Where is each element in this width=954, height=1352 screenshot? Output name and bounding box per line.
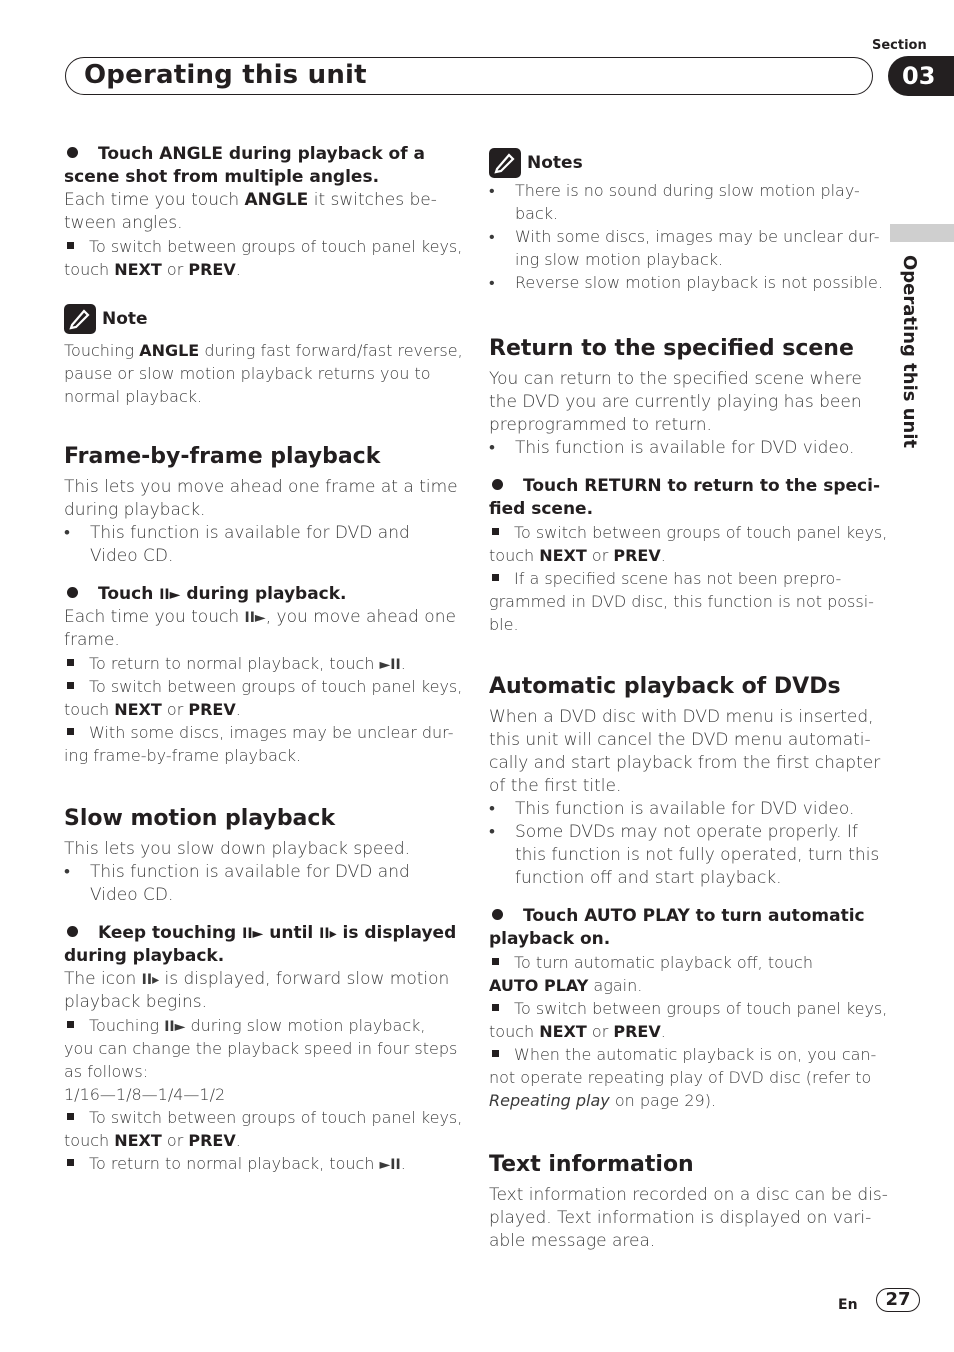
tip-line: When the automatic playback is on, you can- bbox=[489, 1043, 881, 1066]
paragraph-line: tween angles. bbox=[64, 213, 183, 233]
return-section bbox=[489, 335, 888, 636]
paragraph-line: played. Text information is displayed on vari- bbox=[489, 1208, 872, 1228]
tip-line: To switch between groups of touch panel keys, bbox=[64, 675, 456, 698]
tip-line: To switch between groups of touch panel keys, bbox=[489, 997, 881, 1020]
bullet-dot-icon bbox=[67, 926, 78, 937]
pencil-note-icon bbox=[64, 304, 96, 334]
tip-line: If a specified scene has not been prepro- bbox=[489, 567, 881, 590]
frame-instruction: Touch II► during playback. bbox=[64, 583, 456, 606]
list-item: ing slow motion playback. bbox=[515, 250, 724, 269]
instruction-text: playback on. bbox=[489, 929, 611, 949]
instruction-text: Touch ANGLE during playback of a bbox=[98, 144, 426, 164]
frame-advance-icon: II► bbox=[242, 926, 264, 942]
paragraph-line: You can return to the specified scene where bbox=[489, 369, 862, 389]
paragraph-line: Text information recorded on a disc can be dis- bbox=[489, 1185, 888, 1205]
page-number: 27 bbox=[876, 1288, 920, 1312]
note-line: Touching ANGLE during fast forward/fast reverse, bbox=[64, 341, 463, 360]
list-item: • Some DVDs may not operate properly. If bbox=[489, 822, 858, 842]
tip-line: touch NEXT or PREV. bbox=[64, 260, 241, 279]
tip-line: To switch between groups of touch panel keys, bbox=[489, 521, 881, 544]
list-item: Video CD. bbox=[90, 885, 174, 905]
bullet-dot-icon bbox=[492, 909, 503, 920]
paragraph-line: during playback. bbox=[64, 500, 206, 520]
list-item: • This function is available for DVD and bbox=[64, 862, 410, 882]
square-bullet-icon bbox=[492, 958, 499, 965]
note-box bbox=[64, 303, 463, 408]
square-bullet-icon bbox=[67, 728, 74, 735]
tip-line: touch NEXT or PREV. bbox=[64, 700, 241, 719]
list-item: • Reverse slow motion playback is not possible. bbox=[489, 273, 883, 292]
bullet-dot-icon bbox=[492, 479, 503, 490]
square-bullet-icon bbox=[492, 574, 499, 581]
play-pause-icon: ►II bbox=[379, 657, 401, 673]
tip-line: grammed in DVD disc, this function is not possi- bbox=[489, 592, 874, 611]
notes-box bbox=[489, 147, 881, 294]
section-number-badge: 03 bbox=[888, 56, 954, 96]
side-section-label: Operating this unit bbox=[899, 255, 920, 449]
tip-line: AUTO PLAY again. bbox=[489, 976, 643, 995]
list-item: function off and start playback. bbox=[515, 868, 782, 888]
paragraph-line: of the first title. bbox=[489, 776, 622, 796]
paragraph-line: playback begins. bbox=[64, 992, 208, 1012]
square-bullet-icon bbox=[492, 528, 499, 535]
instruction-text: fied scene. bbox=[489, 499, 594, 519]
angle-section bbox=[64, 143, 463, 281]
tip-line: Repeating play on page 29). bbox=[489, 1091, 717, 1110]
paragraph-line: able message area. bbox=[489, 1231, 656, 1251]
paragraph-line: preprogrammed to return. bbox=[489, 415, 712, 435]
paragraph-line: This lets you slow down playback speed. bbox=[64, 839, 411, 859]
language-label: En bbox=[838, 1297, 858, 1313]
tip-line: touch NEXT or PREV. bbox=[64, 1131, 241, 1150]
tip-line: To return to normal playback, touch ►II. bbox=[64, 1152, 456, 1175]
side-tab-marker bbox=[890, 224, 954, 242]
list-item: • With some discs, images may be unclear dur- bbox=[489, 227, 880, 246]
tip-line: not operate repeating play of DVD disc (refer to bbox=[489, 1068, 872, 1087]
frame-advance-icon: II► bbox=[159, 587, 181, 603]
slow-forward-icon: II▸ bbox=[141, 972, 160, 988]
instruction-text: during playback. bbox=[64, 946, 225, 966]
square-bullet-icon bbox=[492, 1050, 499, 1057]
list-item: • This function is available for DVD video. bbox=[489, 799, 855, 819]
note-header bbox=[64, 303, 456, 335]
frame-advance-icon: II► bbox=[164, 1019, 186, 1035]
cross-reference-link[interactable]: Repeating play bbox=[489, 1091, 610, 1110]
tip-line: as follows: bbox=[64, 1062, 149, 1081]
frame-advance-icon: II► bbox=[244, 610, 266, 626]
paragraph-line: this unit will cancel the DVD menu automati- bbox=[489, 730, 871, 750]
list-item: back. bbox=[515, 204, 559, 223]
list-item: • There is no sound during slow motion play- bbox=[489, 181, 860, 200]
section-heading: Frame-by-frame playback bbox=[64, 444, 381, 469]
section-heading: Slow motion playback bbox=[64, 806, 336, 831]
auto-play-instruction: Touch AUTO PLAY to turn automatic bbox=[489, 905, 881, 928]
tip-line: With some discs, images may be unclear dur- bbox=[64, 721, 456, 744]
auto-playback-section bbox=[489, 673, 888, 1112]
paragraph-line: Each time you touch II►, you move ahead one bbox=[64, 607, 456, 627]
pencil-note-icon bbox=[489, 148, 521, 178]
list-item: Video CD. bbox=[90, 546, 174, 566]
list-item: • This function is available for DVD and bbox=[64, 523, 410, 543]
slow-motion-section bbox=[64, 805, 463, 1175]
paragraph-line: Each time you touch ANGLE it switches be- bbox=[64, 190, 437, 210]
instruction-text: scene shot from multiple angles. bbox=[64, 167, 380, 187]
paragraph-line: This lets you move ahead one frame at a time bbox=[64, 477, 458, 497]
tip-line: Touching II► during slow motion playback, bbox=[64, 1014, 456, 1037]
slow-forward-icon: II▸ bbox=[319, 926, 337, 942]
paragraph-line: When a DVD disc with DVD menu is inserted, bbox=[489, 707, 874, 727]
note-title: Note bbox=[102, 309, 148, 329]
tip-line: touch NEXT or PREV. bbox=[489, 546, 666, 565]
page-title: Operating this unit bbox=[84, 60, 367, 90]
list-item: • This function is available for DVD video. bbox=[489, 438, 855, 458]
square-bullet-icon bbox=[67, 242, 74, 249]
section-heading: Automatic playback of DVDs bbox=[489, 674, 841, 699]
section-label: Section bbox=[872, 38, 927, 53]
tip-line: ble. bbox=[489, 615, 519, 634]
text-information-section bbox=[489, 1151, 888, 1253]
tip-line: 1/16—1/8—1/4—1/2 bbox=[64, 1085, 226, 1104]
bullet-dot-icon bbox=[67, 587, 78, 598]
angle-instruction bbox=[64, 143, 456, 166]
square-bullet-icon bbox=[67, 1159, 74, 1166]
tip-line: To switch between groups of touch panel keys, bbox=[64, 235, 456, 258]
paragraph-line: cally and start playback from the first chapter bbox=[489, 753, 881, 773]
notes-title: Notes bbox=[527, 153, 583, 173]
square-bullet-icon bbox=[67, 682, 74, 689]
square-bullet-icon bbox=[492, 1004, 499, 1011]
frame-by-frame-section bbox=[64, 443, 463, 767]
square-bullet-icon bbox=[67, 1113, 74, 1120]
bullet-dot-icon bbox=[67, 147, 78, 158]
tip-line: touch NEXT or PREV. bbox=[489, 1022, 666, 1041]
section-heading: Return to the specified scene bbox=[489, 336, 854, 361]
return-instruction: Touch RETURN to return to the speci- bbox=[489, 475, 881, 498]
paragraph-line: the DVD you are currently playing has been bbox=[489, 392, 862, 412]
square-bullet-icon bbox=[67, 659, 74, 666]
square-bullet-icon bbox=[67, 1021, 74, 1028]
tip-line: ing frame-by-frame playback. bbox=[64, 746, 302, 765]
tip-line: To turn automatic playback off, touch bbox=[489, 951, 881, 974]
tip-line: you can change the playback speed in four steps bbox=[64, 1039, 458, 1058]
paragraph-line: The icon II▸ is displayed, forward slow motion bbox=[64, 969, 450, 989]
tip-line: To switch between groups of touch panel keys, bbox=[64, 1106, 456, 1129]
play-pause-icon: ►II bbox=[379, 1157, 401, 1173]
notes-header bbox=[489, 147, 881, 179]
note-line: normal playback. bbox=[64, 387, 203, 406]
note-line: pause or slow motion playback returns you to bbox=[64, 364, 431, 383]
paragraph-line: frame. bbox=[64, 630, 120, 650]
list-item: this function is not fully operated, turn this bbox=[515, 845, 880, 865]
section-heading: Text information bbox=[489, 1152, 694, 1177]
tip-line: To return to normal playback, touch ►II. bbox=[64, 652, 456, 675]
slow-instruction: Keep touching II► until II▸ is displayed bbox=[64, 922, 456, 945]
